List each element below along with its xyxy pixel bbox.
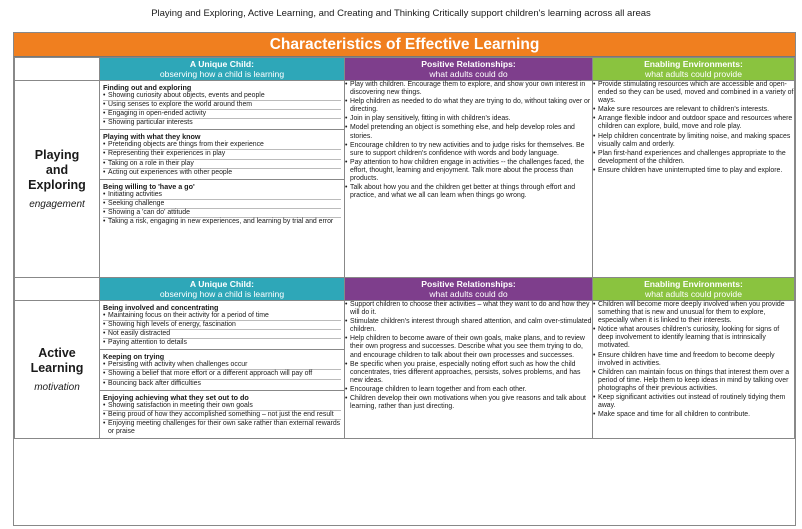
row-label-sub: motivation [34,382,80,394]
section-list [103,191,341,226]
row-label-line: Active [38,346,76,361]
list-item: • Ensure children have uninterrupted time to play and explore. [593,167,794,175]
list-item: • Initiating activities [103,191,341,199]
header-subtitle: observing how a child is learning [159,289,285,299]
list-item: • Talk about how you and the children get better at things through effort and practice, and what we all can learn when things go wrong. [345,184,592,200]
list-item: • Keep significant activities out instead of routinely tidying them away. [593,394,794,410]
section-list [103,361,341,387]
header-title: A Unique Child: [189,279,255,289]
learning-chart [13,32,796,526]
list-item: • Children develop their own motivations when you give reasons and talk about learning, rather than just directing. [345,395,592,411]
unique-child-cell [100,81,345,278]
intro-text: Playing and Exploring, Active Learning, and Creating and Thinking Critically support children's learning across all areas [151,8,651,19]
section-list [103,141,341,176]
list-item: • Showing a 'can do' attitude [103,208,341,217]
list-item: • Enjoying meeting challenges for their own sake rather than external rewards or praise [103,419,341,436]
section-list [103,402,341,436]
list-item: • Join in play sensitively, fitting in with children's ideas. [345,115,592,123]
list-item: • Notice what arouses children's curiosity, looking for signs of deep involvement to identify learning that is intrinsically motivated. [593,326,794,350]
list-item: • Make space and time for all children to contribute. [593,411,794,419]
relationships-list [345,81,592,200]
environments-list [593,301,794,419]
child-section [100,130,344,179]
list-item: • Showing particular interests [103,118,341,127]
child-section [100,81,344,130]
list-item: • Make sure resources are relevant to children's interests. [593,106,794,114]
header-subtitle: what adults could provide [645,69,742,79]
header-enabling-environments [593,58,795,81]
header-title: Enabling Environments: [644,59,743,69]
header-subtitle: what adults could provide [645,289,742,299]
section-title: Being involved and concentrating [103,303,219,312]
list-item: • Be specific when you praise, especially noting effort such as how the child concentrates, tries different approaches, persists, solves problems, and has new ideas. [345,361,592,385]
list-item: • Using senses to explore the world around them [103,100,341,109]
header-subtitle: observing how a child is learning [159,69,285,79]
list-item: • Bouncing back after difficulties [103,379,341,388]
relationships-cell [345,81,593,278]
list-item: • Play with children. Encourage them to explore, and show your own interest in discovering new things. [345,81,592,97]
list-item: • Pay attention to how children engage in activities -- the challenges faced, the effort, thought, learning and enjoyment. Talk more about the process than products. [345,159,592,183]
environments-list [593,81,794,175]
section-list [103,312,341,347]
header-blank [15,58,100,81]
list-item: • Maintaining focus on their activity for a period of time [103,312,341,320]
environments-cell [593,301,795,439]
list-item: • Support children to choose their activities – what they want to do and how they will do it. [345,301,592,317]
row-label-line: and [45,163,69,177]
list-item: • Showing satisfaction in meeting their own goals [103,402,341,410]
list-item: • Pretending objects are things from their experience [103,141,341,149]
list-item: • Representing their experiences in play [103,149,341,158]
list-item: • Children will become more deeply involved when you provide something that is new and unusual for them to explore, especially when it is linked to their interests. [593,301,794,325]
header-row-1 [15,58,795,81]
list-item: • Showing a belief that more effort or a different approach will pay off [103,369,341,378]
section-list [103,92,341,127]
list-item: • Help children as needed to do what they are trying to do, without taking over or directing. [345,98,592,114]
section-title: Playing with what they know [103,132,201,142]
header-positive-relationships [345,278,593,301]
header-positive-relationships [345,58,593,81]
list-item: • Help children concentrate by limiting noise, and making spaces visually calm and orderly. [593,133,794,149]
body-row-active-learning [15,301,795,439]
row-label [15,301,100,439]
list-item: • Help children to become aware of their own goals, make plans, and to review their own progress and successes. Describe what you see them trying to do, and encourage children to talk about their own processes and successes. [345,335,592,359]
section-title: Finding out and exploring [103,83,192,92]
characteristics-table [14,57,795,439]
section-title: Keeping on trying [103,352,165,362]
list-item: • Taking a risk, engaging in new experiences, and learning by trial and error [103,217,341,226]
list-item: • Provide stimulating resources which are accessible and open-ended so they can be used, moved and combined in a variety of ways. [593,81,794,105]
list-item: • Persisting with activity when challenges occur [103,361,341,369]
row-label-sub: engagement [29,199,85,210]
header-row-2 [15,278,795,301]
list-item: • Engaging in open-ended activity [103,109,341,118]
header-unique-child [100,58,345,81]
list-item: • Paying attention to details [103,338,341,347]
environments-cell [593,81,795,278]
list-item: • Being proud of how they accomplished something – not just the end result [103,410,341,419]
row-label-line: Exploring [28,178,86,192]
list-item: • Seeking challenge [103,199,341,208]
section-title: Enjoying achieving what they set out to do [103,392,249,402]
list-item: • Children can maintain focus on things that interest them over a period of time. Help them to keep ideas in mind by talking over photographs of their previous activities. [593,369,794,393]
chart-banner: Characteristics of Effective Learning [14,33,795,57]
list-item: • Ensure children have time and freedom to become deeply involved in activities. [593,352,794,368]
header-enabling-environments [593,278,795,301]
list-item: • Not easily distracted [103,329,341,338]
list-item: • Stimulate children's interest through shared attention, and calm over-stimulated children. [345,318,592,334]
header-subtitle: what adults could do [429,69,508,79]
list-item: • Model pretending an object is something else, and help develop roles and stories. [345,124,592,140]
child-section [100,180,344,228]
list-item: • Taking on a role in their play [103,159,341,168]
list-item: • Encourage children to try new activities and to judge risks for themselves. Be sure to support children's confidence with words and body language. [345,142,592,158]
child-section [100,391,344,438]
header-unique-child [100,278,345,301]
header-title: Positive Relationships: [421,279,516,289]
header-subtitle: what adults could do [429,289,508,299]
row-label [15,81,100,278]
list-item: • Showing high levels of energy, fascination [103,320,341,329]
child-section [100,301,344,350]
relationships-cell [345,301,593,439]
list-item: • Arrange flexible indoor and outdoor space and resources where children can explore, build, move and role play. [593,115,794,131]
list-item: • Showing curiosity about objects, events and people [103,92,341,100]
list-item: • Plan first-hand experiences and challenges appropriate to the development of the children. [593,150,794,166]
child-section [100,350,344,390]
list-item: • Acting out experiences with other people [103,168,341,177]
header-blank [15,278,100,301]
row-label-line: Learning [30,361,84,376]
list-item: • Encourage children to learn together and from each other. [345,386,592,394]
section-title: Being willing to 'have a go' [103,181,195,191]
unique-child-cell [100,301,345,439]
relationships-list [345,301,592,411]
header-title: A Unique Child: [189,59,255,69]
header-title: Enabling Environments: [644,279,743,289]
body-row-playing-exploring [15,81,795,278]
row-label-line: Playing [34,148,80,162]
header-title: Positive Relationships: [421,59,516,69]
